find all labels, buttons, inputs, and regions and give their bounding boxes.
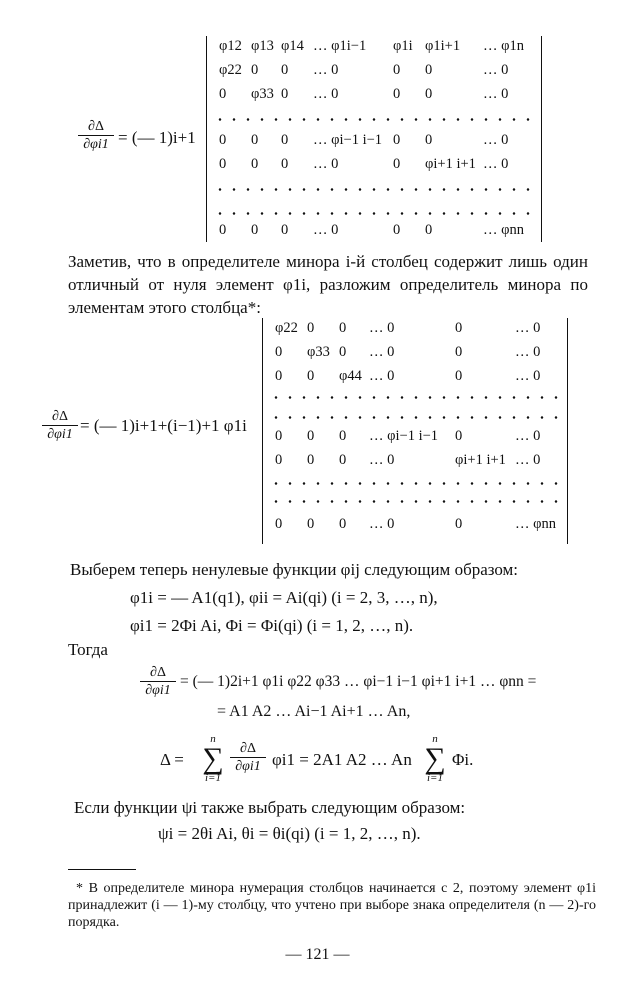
matrix-cell: φ12 xyxy=(219,38,242,54)
matrix-cell: 0 xyxy=(339,452,347,468)
matrix-cell: … 0 xyxy=(313,156,339,172)
lhs-fraction-1 xyxy=(78,118,114,153)
matrix-cell: 0 xyxy=(281,86,289,102)
matrix-cell: … φi−1 i−1 xyxy=(313,132,383,148)
matrix-cell: … 0 xyxy=(369,368,395,384)
matrix-cell: 0 xyxy=(275,428,283,444)
sum-lower-limit: i=1 xyxy=(427,772,443,784)
matrix-cell: 0 xyxy=(455,516,463,532)
lhs-denominator: ∂φi1 xyxy=(83,137,109,152)
sum-lower-limit: i=1 xyxy=(205,772,221,784)
matrix-cell: 0 xyxy=(307,320,315,336)
matrix-cell: … 0 xyxy=(369,320,395,336)
matrix-cell: φi+1 i+1 xyxy=(425,156,476,172)
matrix-cell: … 0 xyxy=(515,368,541,384)
paragraph-intro: Заметив, что в определителе минора i-й столбец содержит лишь один отличный от нуля элемент φ1i, разложим определитель минора по элементам этого столбца*: xyxy=(68,252,588,317)
matrix-cell: … 0 xyxy=(483,86,509,102)
lhs-denominator: ∂φi1 xyxy=(47,427,73,442)
sum-sign-2 xyxy=(422,734,448,784)
determinant-matrix-1 xyxy=(206,36,542,242)
matrix-cell: φ1i+1 xyxy=(425,38,461,54)
matrix-cell: 0 xyxy=(219,222,227,238)
matrix-cell: … φnn xyxy=(515,516,556,532)
matrix-cell: 0 xyxy=(275,344,283,360)
matrix-cell: 0 xyxy=(455,320,463,336)
matrix-cell: 0 xyxy=(281,156,289,172)
matrix-cell: … 0 xyxy=(313,86,339,102)
matrix-cell: … 0 xyxy=(515,452,541,468)
matrix-cell: … 0 xyxy=(313,62,339,78)
matrix-cell: 0 xyxy=(307,452,315,468)
matrix-cell: 0 xyxy=(455,428,463,444)
sum-sigma-icon: ∑ xyxy=(424,742,446,775)
matrix-cell: … 0 xyxy=(369,344,395,360)
ellipsis-row xyxy=(269,416,561,419)
footnote-rule xyxy=(68,869,136,870)
matrix-cell: 0 xyxy=(251,222,259,238)
lhs-fraction-3 xyxy=(140,664,176,699)
matrix-cell: 0 xyxy=(307,516,315,532)
lhs-numerator: ∂Δ xyxy=(42,408,78,426)
paragraph-psi: Если функции ψi также выбрать следующим образом: xyxy=(74,798,466,817)
equation-product-A: = A1 A2 … Ai−1 Ai+1 … An, xyxy=(217,703,411,720)
matrix-cell: 0 xyxy=(281,132,289,148)
matrix-cell: … 0 xyxy=(515,320,541,336)
equation-derivative-product: = (— 1)2i+1 φ1i φ22 φ33 … φi−1 i−1 φi+1 i+1 … φnn = xyxy=(180,673,537,690)
matrix-cell: 0 xyxy=(455,368,463,384)
lhs-fraction-4 xyxy=(230,740,266,775)
matrix-cell: 0 xyxy=(275,452,283,468)
sum-sigma-icon: ∑ xyxy=(202,742,224,775)
sum-sign-1 xyxy=(200,734,226,784)
matrix-cell: φ1i xyxy=(393,38,413,54)
matrix-cell: 0 xyxy=(393,86,401,102)
matrix-cell: … φnn xyxy=(483,222,524,238)
matrix-cell: 0 xyxy=(393,132,401,148)
matrix-cell: … φ1i−1 xyxy=(313,38,367,54)
footnote: * В определителе минора нумерация столбцов начинается с 2, поэтому элемент φ1i принадлежит (i — 1)-му столбцу, что учтено при выборе знака определителя (n — 2)-го порядка. xyxy=(68,881,596,930)
ellipsis-row xyxy=(269,500,561,503)
ellipsis-row xyxy=(213,212,535,215)
ellipsis-row xyxy=(269,396,561,399)
matrix-cell: … 0 xyxy=(369,516,395,532)
matrix-cell: φ33 xyxy=(251,86,274,102)
matrix-cell: 0 xyxy=(307,428,315,444)
lhs-numerator: ∂Δ xyxy=(78,118,114,136)
ellipsis-row xyxy=(269,482,561,485)
ellipsis-row xyxy=(213,188,535,191)
page-number: — 121 — xyxy=(285,946,350,963)
matrix-cell: 0 xyxy=(425,62,433,78)
matrix-cell: 0 xyxy=(281,62,289,78)
matrix-cell: 0 xyxy=(393,222,401,238)
matrix-cell: 0 xyxy=(219,156,227,172)
matrix-cell: φi+1 i+1 xyxy=(455,452,506,468)
matrix-cell: 0 xyxy=(251,62,259,78)
matrix-cell: 0 xyxy=(219,132,227,148)
matrix-cell: φ33 xyxy=(307,344,330,360)
matrix-cell: 0 xyxy=(251,156,259,172)
equation-delta-lhs: Δ = xyxy=(160,750,184,769)
matrix-cell: 0 xyxy=(219,86,227,102)
matrix-cell: … 0 xyxy=(483,62,509,78)
determinant-matrix-2 xyxy=(262,318,568,544)
matrix-cell: … φ1n xyxy=(483,38,524,54)
matrix-cell: φ22 xyxy=(219,62,242,78)
matrix-cell: 0 xyxy=(425,222,433,238)
matrix-cell: 0 xyxy=(281,222,289,238)
matrix-cell: 0 xyxy=(393,156,401,172)
lhs-denominator: ∂φi1 xyxy=(235,759,261,774)
matrix-cell: … 0 xyxy=(515,344,541,360)
matrix-cell: 0 xyxy=(339,344,347,360)
matrix-cell: 0 xyxy=(339,516,347,532)
sum-upper-limit: n xyxy=(210,733,216,745)
matrix-cell: 0 xyxy=(393,62,401,78)
matrix-cell: … 0 xyxy=(313,222,339,238)
matrix-cell: … 0 xyxy=(515,428,541,444)
matrix-cell: φ44 xyxy=(339,368,362,384)
equation-psi: ψi = 2θi Ai, θi = θi(qi) (i = 1, 2, …, n). xyxy=(158,824,421,843)
matrix-cell: 0 xyxy=(455,344,463,360)
matrix-cell: 0 xyxy=(275,516,283,532)
equation-phi-1i: φ1i = — A1(q1), φii = Ai(qi) (i = 2, 3, …, n), xyxy=(130,588,438,607)
matrix-cell: 0 xyxy=(425,86,433,102)
matrix-cell: φ22 xyxy=(275,320,298,336)
matrix-cell: … 0 xyxy=(483,132,509,148)
lhs-denominator: ∂φi1 xyxy=(145,683,171,698)
equation-delta-mid: φi1 = 2A1 A2 … An xyxy=(272,750,412,769)
matrix-cell: 0 xyxy=(275,368,283,384)
matrix-cell: … 0 xyxy=(483,156,509,172)
ellipsis-row xyxy=(213,118,535,121)
matrix-cell: 0 xyxy=(339,320,347,336)
matrix-cell: 0 xyxy=(251,132,259,148)
sum-upper-limit: n xyxy=(432,733,438,745)
paragraph-choose-functions: Выберем теперь ненулевые функции φij следующим образом: xyxy=(70,560,519,579)
equation-delta-end: Φi. xyxy=(452,750,474,769)
matrix-cell: φ13 xyxy=(251,38,274,54)
matrix-cell: … 0 xyxy=(369,452,395,468)
lhs-numerator: ∂Δ xyxy=(230,740,266,758)
lhs-fraction-2 xyxy=(42,408,78,443)
matrix-cell: … φi−1 i−1 xyxy=(369,428,439,444)
matrix-cell: 0 xyxy=(339,428,347,444)
equation-phi-i1: φi1 = 2Φi Ai, Φi = Φi(qi) (i = 1, 2, …, n). xyxy=(130,616,414,635)
lhs-factor-2: = (— 1)i+1+(i−1)+1 φ1i xyxy=(80,416,247,435)
matrix-cell: φ14 xyxy=(281,38,304,54)
matrix-cell: 0 xyxy=(307,368,315,384)
matrix-cell: 0 xyxy=(425,132,433,148)
then-label: Тогда xyxy=(68,640,108,659)
lhs-numerator: ∂Δ xyxy=(140,664,176,682)
lhs-factor-1: = (— 1)i+1 xyxy=(118,128,196,147)
